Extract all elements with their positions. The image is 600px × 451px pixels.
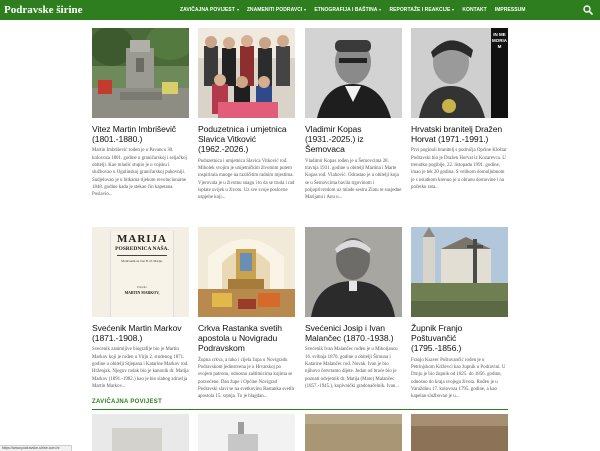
article-thumbnail[interactable] bbox=[92, 28, 189, 118]
browser-status-bar: https://www.podravske-sirine.com.hr bbox=[0, 445, 72, 451]
menu-item-zavicajna-povijest[interactable] bbox=[176, 7, 243, 13]
top-navbar bbox=[0, 0, 600, 20]
menu-item-etnografija[interactable] bbox=[310, 7, 385, 13]
article-excerpt: Svećenik zanimljive biografije bio je Martin Markov koji je rođen u Virju 2. studenog 1871. godine u obitelji Stjepana i Katarine Markov rođ. Hrženjak. Njegov rodak bio je kanonik dr. Matija Markov (1891.-1982.) kao je bio slabog zdravlja Martin Markov... bbox=[92, 347, 189, 389]
article-title[interactable]: Svećenik Martin Markov (1871.-1908.) bbox=[92, 323, 182, 344]
section-divider bbox=[92, 409, 508, 410]
article-excerpt: Svećenik Ivan Malančec rođen je u Miholjancu 16. svibnja 1870. godine u obitelji Šimuna i Katarine Malančec rođ. Novak. Ivan je bio njihovo četvrtamo dijete. Jedan od braće bio je poznati odvjetnik dr. Matija (Mato) Malančec (1857.-1945.), kopivnički gradonačelnik. Ivan... bbox=[305, 347, 399, 389]
article-thumbnail[interactable] bbox=[305, 28, 402, 118]
section-title[interactable]: ZAVIČAJNA POVIJEST bbox=[92, 399, 163, 405]
article-excerpt: Vladimir Kopas rođen je u Šemovcima 28. travnja 1931. godine u obitelji Martina i Marte Kopas rođ. Vlahović. Odrastao je u obitelji koja se u Šemovcima bavila trgovinom i poljoprivredom uz mlade sestru Zlatu te susjedne Marijanu i Anu u... bbox=[305, 158, 402, 201]
book-cover-line: Molitvenik na čast B. D. Marije. bbox=[121, 259, 163, 263]
article-card[interactable] bbox=[92, 227, 189, 390]
caret-down-icon bbox=[452, 9, 454, 11]
menu-item-znameniti-podravci[interactable] bbox=[243, 7, 311, 13]
menu-item-impressum[interactable] bbox=[491, 7, 530, 13]
article-card[interactable] bbox=[305, 227, 402, 390]
menu-label: REPORTAŽE I REAKCIJE bbox=[389, 7, 451, 13]
article-card[interactable] bbox=[198, 28, 295, 201]
menu-item-reportaze[interactable] bbox=[385, 7, 458, 13]
memoriam-label: IN MEMORIAM bbox=[492, 32, 507, 49]
search-icon[interactable] bbox=[582, 4, 594, 16]
article-title[interactable]: Vitez Martin Imbriševič (1801.-1880.) bbox=[92, 124, 176, 145]
article-thumbnail[interactable] bbox=[305, 414, 402, 451]
article-thumbnail[interactable] bbox=[305, 227, 402, 317]
article-title[interactable]: Crkva Rastanka svetih apostola u Novigradu Podravskom bbox=[198, 323, 282, 354]
article-excerpt: Poduzetnica i umjetnica Slavica Vitković rođ. Miholek svojim je umjetničkim životnim putem inspirirala mnoge na različitim radnim mjestima. Vjerovala je u životnu snagu i to da se truda i rad isplate uvijek u životu. Uz sve svoje poslovne uspjehe koji... bbox=[198, 158, 295, 201]
article-thumbnail[interactable] bbox=[411, 227, 508, 317]
caret-down-icon bbox=[304, 9, 306, 11]
menu-label: ZNAMENITI PODRAVCI bbox=[246, 7, 303, 13]
caret-down-icon bbox=[237, 9, 239, 11]
book-cover-subtitle: POSREDNICA NAŠA. bbox=[115, 246, 169, 252]
main-menu bbox=[176, 0, 530, 20]
article-card[interactable] bbox=[198, 227, 295, 400]
article-thumbnail[interactable] bbox=[198, 28, 295, 118]
article-excerpt: Župna crkva, a tako i cijela župa u Novigradu Podravskom jedinstvena je u Hrvatskoj po svojem patronu, odnosno zaštitnicima kojima se posvećene. Dan župe i Općine Novigrad Podravski slavi se na svetkovinu Rastanka svetih apostola 15. srpnja. To je blagdan... bbox=[198, 357, 294, 400]
menu-label: ETNOGRAFIJA I BAŠTINA bbox=[314, 7, 378, 13]
site-logo[interactable]: Podravske širine bbox=[4, 4, 83, 16]
article-excerpt: Franjo Ksaver Poštuvančić rođen je u Petrinjskom Križevci kao župnik u Podravini. U Drnju je bio župnik od 1825. do 1856. godine, odnosno do kraja svojega života. Rođen je u Varaždinu 17. kolovoza 1795. godine, a kao kapelan službovao je u... bbox=[411, 357, 506, 400]
article-excerpt: Prvi poginuli branitelj s područja Općine Kloštar Podravski bio je Dražen Horvat iz Kozarevca. U trenutku pogibije, 22. listopada 1991. godine, imao je tek 20 godina. S velikom domoljubnom je s ostatkom krenuo je u obranu domovine i na početku rata... bbox=[411, 148, 507, 190]
article-title[interactable]: Vladimir Kopas (1931.-2025.) iz Šemovaca bbox=[305, 124, 364, 155]
menu-label: KONTAKT bbox=[462, 7, 487, 13]
menu-label: ZAVIČAJNA POVIJEST bbox=[180, 7, 235, 13]
article-title[interactable]: Hrvatski branitelj Dražen Horvat (1971.-1991.) bbox=[411, 124, 503, 145]
article-thumbnail[interactable] bbox=[92, 414, 189, 451]
menu-item-kontakt[interactable] bbox=[458, 7, 490, 13]
caret-down-icon bbox=[379, 9, 381, 11]
book-cover-author: MARTIN MARKOV, bbox=[124, 291, 160, 295]
article-thumbnail[interactable] bbox=[198, 227, 295, 317]
article-excerpt: Martin Imbrišević rođen je u Pavancu 30. kolovoza 1801. godine u graničarskoj i seljačkoj obitelji. Kao mladić stupio je u vojsku i službovao u Ogulinskoj graničarskoj pukovniji. Sudjelovao je u bitkama tijekom revolucionarne 1848. godine kada je stekao čin kapetana. Poslavio... bbox=[92, 148, 187, 198]
article-thumbnail[interactable] bbox=[411, 28, 508, 118]
article-card[interactable] bbox=[305, 28, 402, 201]
article-thumbnail[interactable] bbox=[411, 414, 508, 451]
article-thumbnail[interactable] bbox=[198, 414, 295, 451]
article-title[interactable]: Poduzetnica i umjetnica Slavica Vitković (1962.-2026.) bbox=[198, 124, 287, 155]
article-title[interactable]: Svećenici Josip i Ivan Malančec (1870.-1938.) bbox=[305, 323, 394, 344]
article-card[interactable] bbox=[411, 28, 508, 191]
article-card[interactable] bbox=[92, 28, 189, 198]
article-card[interactable] bbox=[411, 227, 508, 400]
book-cover-title: MARIJA bbox=[117, 233, 167, 245]
book-cover bbox=[110, 231, 174, 317]
menu-label: IMPRESSUM bbox=[494, 7, 526, 13]
article-title[interactable]: Župnik Franjo Poštuvančić (1795.-1856.) bbox=[411, 323, 463, 354]
book-cover-line: Priredio bbox=[137, 285, 147, 289]
article-thumbnail[interactable] bbox=[92, 227, 189, 317]
